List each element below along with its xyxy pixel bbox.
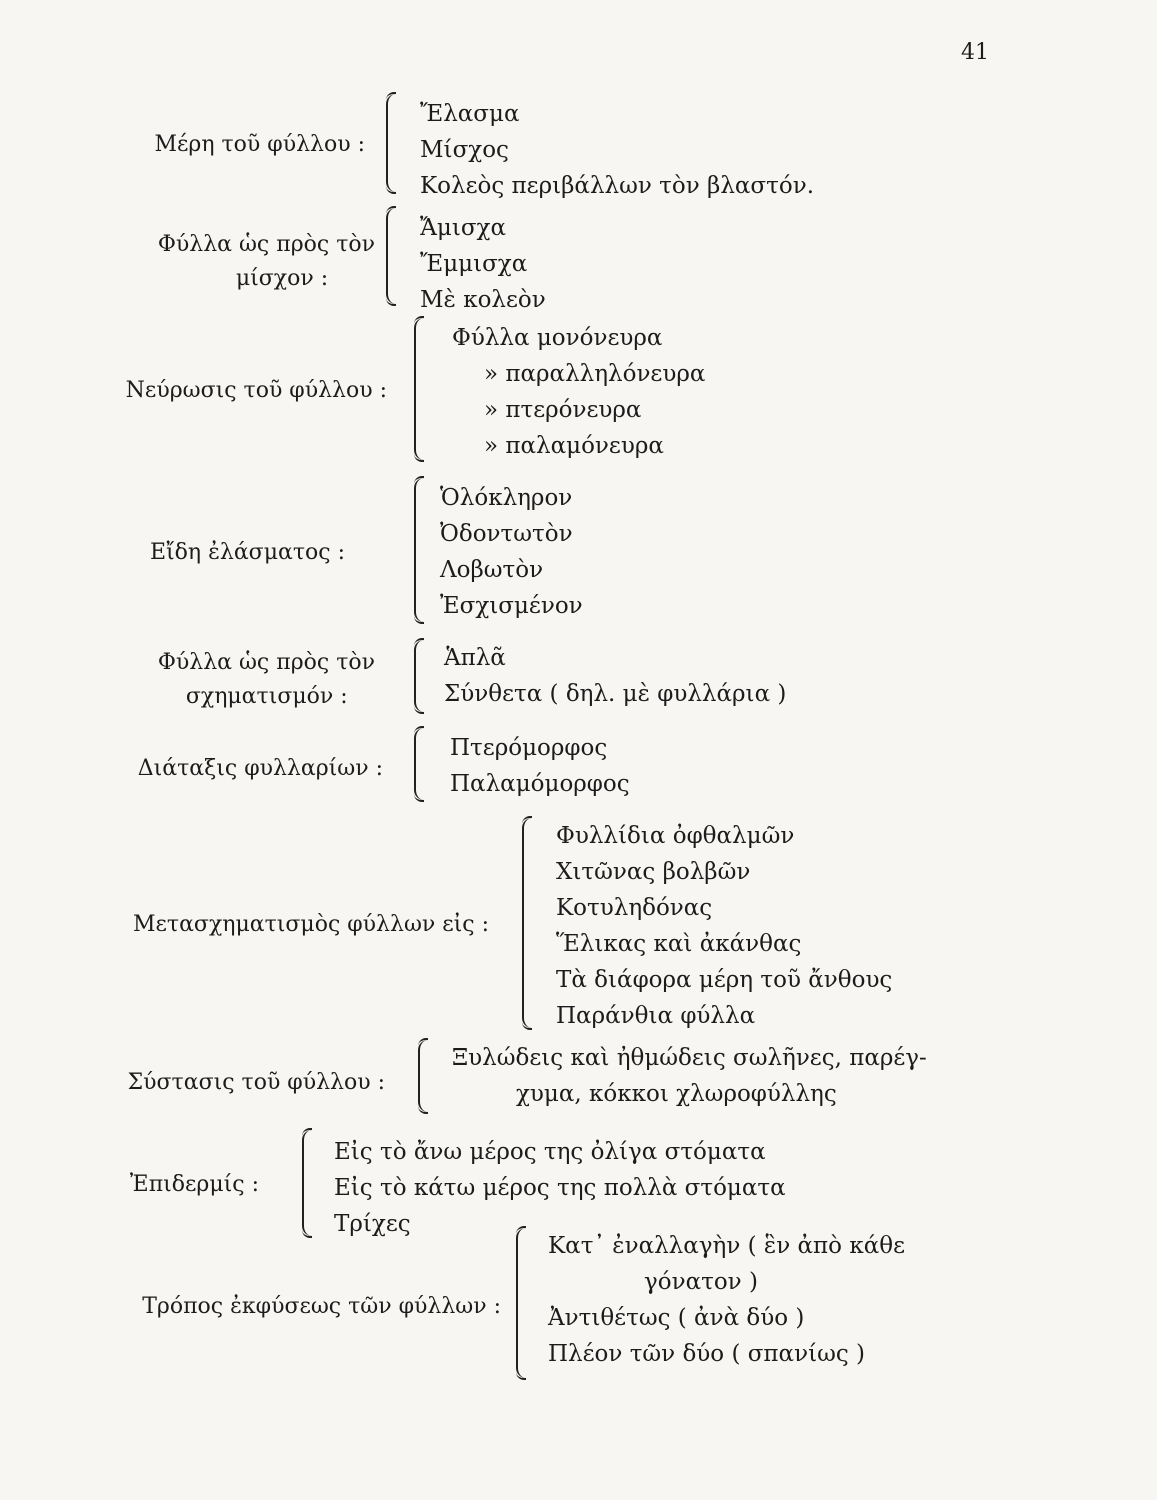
list-item: Τρίχες [334,1211,411,1237]
list-item: Μίσχος [420,137,509,163]
label-epidermis: Ἐπιδερμίς : [129,1172,259,1197]
list-composition [452,1040,927,1112]
list-item: » παλαμόνευρα [484,433,664,459]
brace-blade-types [414,478,426,622]
list-item: Παράνθια φύλλα [556,1003,756,1029]
list-venation [452,320,705,464]
list-item: Ἔμμισχα [420,251,528,277]
brace-composition [418,1040,430,1112]
brace-leaflet-arrangement [414,728,426,800]
list-item: Μὲ κολεὸν [420,287,546,313]
list-item: Κατ᾿ ἐναλλαγὴν ( ἓν ἀπὸ κάθε [548,1233,906,1259]
list-item: γόνατον ) [644,1269,758,1295]
list-item: Κολεὸς περιβάλλων τὸν βλαστόν. [420,173,814,199]
list-item: Τὰ διάφορα μέρη τοῦ ἄνθους [556,967,893,993]
label-composition: Σύστασις τοῦ φύλλου : [127,1070,385,1095]
list-item: χυμα, κόκκοι χλωροφύλλης [516,1081,837,1107]
brace-petiole [386,208,398,304]
list-leaf-parts [420,96,814,204]
list-item: Χιτῶνας βολβῶν [556,859,751,885]
brace-transformation [522,818,534,1028]
brace-formation [414,640,426,712]
label-phyllotaxis: Τρόπος ἐκφύσεως τῶν φύλλων : [142,1294,501,1319]
list-phyllotaxis [548,1228,905,1372]
list-item: Φύλλα μονόνευρα [452,325,663,351]
brace-venation [414,318,426,460]
brace-phyllotaxis [516,1228,528,1378]
list-item: Φυλλίδια ὀφθαλμῶν [556,823,795,849]
list-item: Παλαμόμορφος [450,771,630,797]
list-item: » παραλληλόνευρα [484,361,706,387]
list-item: Ἕλικας καὶ ἀκάνθας [556,931,802,957]
list-leaflet-arrangement [450,730,630,802]
list-transformation [556,818,892,1034]
list-item: Ὁλόκληρον [440,485,573,511]
label-leaflet-arrangement: Διάταξις φυλλαρίων : [137,756,383,781]
brace-epidermis [302,1130,314,1236]
list-item: Εἰς τὸ κάτω μέρος της πολλὰ στόματα [334,1175,786,1201]
list-item: » πτερόνευρα [484,397,642,423]
list-item: Εἰς τὸ ἄνω μέρος της ὀλίγα στόματα [334,1139,766,1165]
label-venation: Νεύρωσις τοῦ φύλλου : [125,378,387,403]
label-transformation: Μετασχηματισμὸς φύλλων εἰς : [132,912,489,937]
list-item: Λοβωτὸν [440,557,544,583]
list-epidermis [334,1134,786,1242]
page-number: 41 [961,40,989,65]
label-petiole: Φύλλα ὡς πρὸς τὸν μίσχον : [157,232,375,291]
list-item: Ὀδοντωτὸν [440,521,573,547]
brace-leaf-parts [386,94,398,192]
list-item: Ἁπλᾶ [444,645,506,671]
list-item: Ἀντιθέτως ( ἀνὰ δύο ) [548,1305,805,1331]
list-item: Πτερόμορφος [450,735,608,761]
label-formation: Φύλλα ὡς πρὸς τὸν σχηματισμόν : [157,650,375,709]
list-item: Ἄμισχα [420,215,507,241]
label-leaf-parts: Μέρη τοῦ φύλλου : [154,132,365,157]
list-item: Σύνθετα ( δηλ. μὲ φυλλάρια ) [444,681,787,707]
label-blade-types: Εἴδη ἐλάσματος : [149,540,345,565]
list-item: Κοτυληδόνας [556,895,713,921]
list-item: Ἐσχισμένον [440,593,583,619]
list-formation [444,640,786,712]
list-blade-types [440,480,583,624]
list-item: Ἔλασμα [420,101,520,127]
list-item: Ξυλώδεις καὶ ἠθμώδεις σωλῆνες, παρέγ- [452,1045,927,1071]
list-petiole [420,210,546,318]
list-item: Πλέον τῶν δύο ( σπανίως ) [548,1341,866,1367]
